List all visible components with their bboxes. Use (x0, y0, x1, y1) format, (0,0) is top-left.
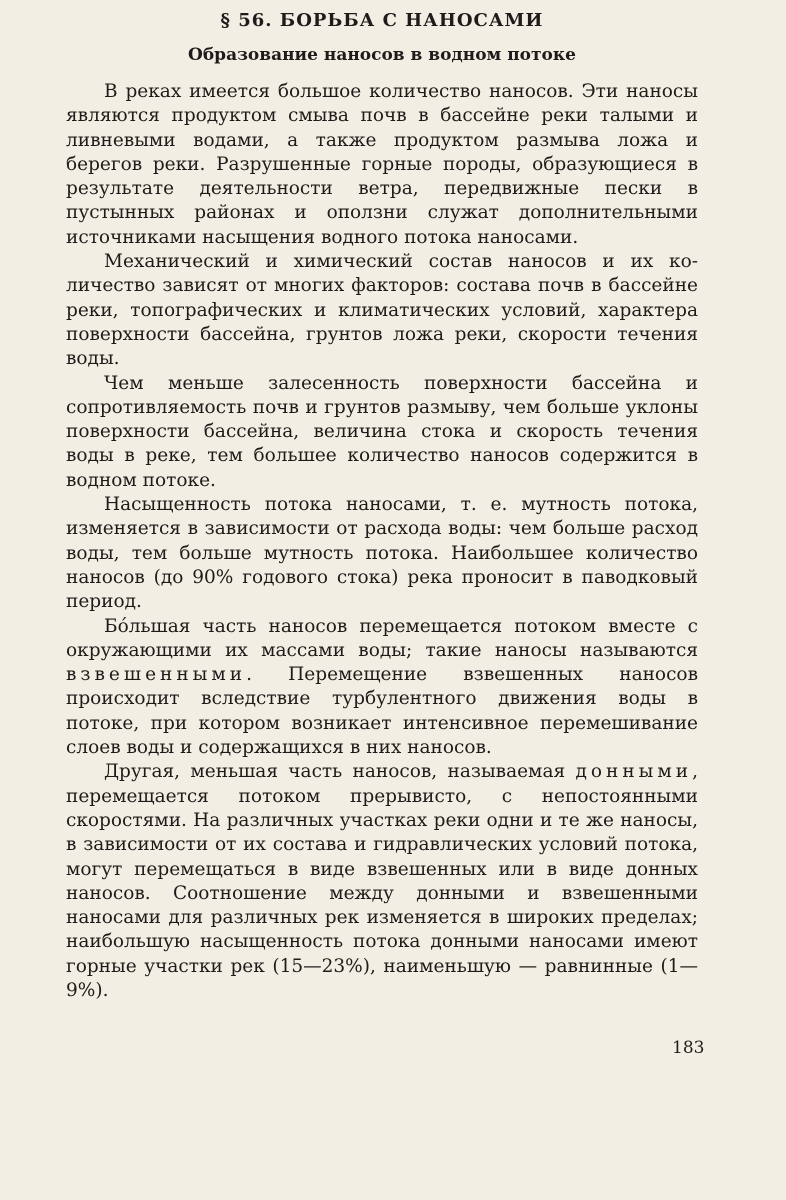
document-page (66, 8, 698, 1003)
paragraph-1: В реках имеется большое количество наносов. Эти наносы являются продуктом смыва почв в бассейне реки талыми и ливневыми водами, а также продуктом размыва ложа и берегов реки. Разрушенные горные породы, образующиеся в результате деятельности ветра, передвижные пески в пустынных районах и оползни служат дополнительными источниками насыщения водного потока наносами. (66, 81, 698, 248)
term-suspended-sediments: взвешенными (66, 664, 247, 686)
subsection-title: Образование наносов в водном потоке (188, 45, 576, 65)
paragraph-6-text-after: , перемещается потоком прерывисто, с непостоянными скоростями. На различных участках реки одни и те же наносы, в зависимости от их состава и гидравлических условий потока, могут перемещаться в виде взвешенных или в виде донных наносов. Соотношение между донными и взвешенными наносами для различных рек изменяется в широких пределах; наибольшую насыщенность потока донными наносами имеют горные участки рек (15—23%), наименьшую — равнинные (1—9%). (66, 761, 698, 1001)
paragraph-6-text-before: Другая, меньшая часть наносов, называемая (104, 761, 576, 783)
body-text (66, 80, 698, 1003)
paragraph-5-text-before: Бóльшая часть наносов перемещается потоком вместе с окружающими их массами воды; такие наносы называются (66, 615, 698, 661)
term-bed-sediments: донными (575, 761, 693, 783)
section-title: § 56. БОРЬБА С НАНОСАМИ (220, 10, 544, 31)
paragraph-2: Механический и химический состав наносов и их количество зависят от многих факторов: состава почв в бассейне реки, топографических и климатических условий, характера поверхности бассейна, грунтов ложа реки, скорости течения воды. (66, 251, 698, 370)
page-number: 183 (672, 1038, 705, 1058)
paragraph-5-text-after: . Перемещение взвешенных наносов происходит вследствие турбулентного движения воды в потоке, при котором возникает интенсивное перемешивание слоев воды и содержащихся в них наносов. (66, 664, 698, 759)
paragraph-5 (66, 615, 698, 761)
paragraph-3: Чем меньше залесенность поверхности бассейна и сопротивляемость почв и грунтов размыву, чем больше уклоны поверхности бассейна, величина стока и скорость течения воды в реке, тем большее количество наносов содержится в водном потоке. (66, 372, 698, 491)
paragraph-4: Насыщенность потока наносами, т. е. мутность потока, изменяется в зависимости от расхода воды: чем больше расход воды, тем больше мутность потока. Наибольшее количество наносов (до 90% годового стока) река проносит в паводковый период. (66, 494, 698, 613)
paragraph-6 (66, 760, 698, 1003)
